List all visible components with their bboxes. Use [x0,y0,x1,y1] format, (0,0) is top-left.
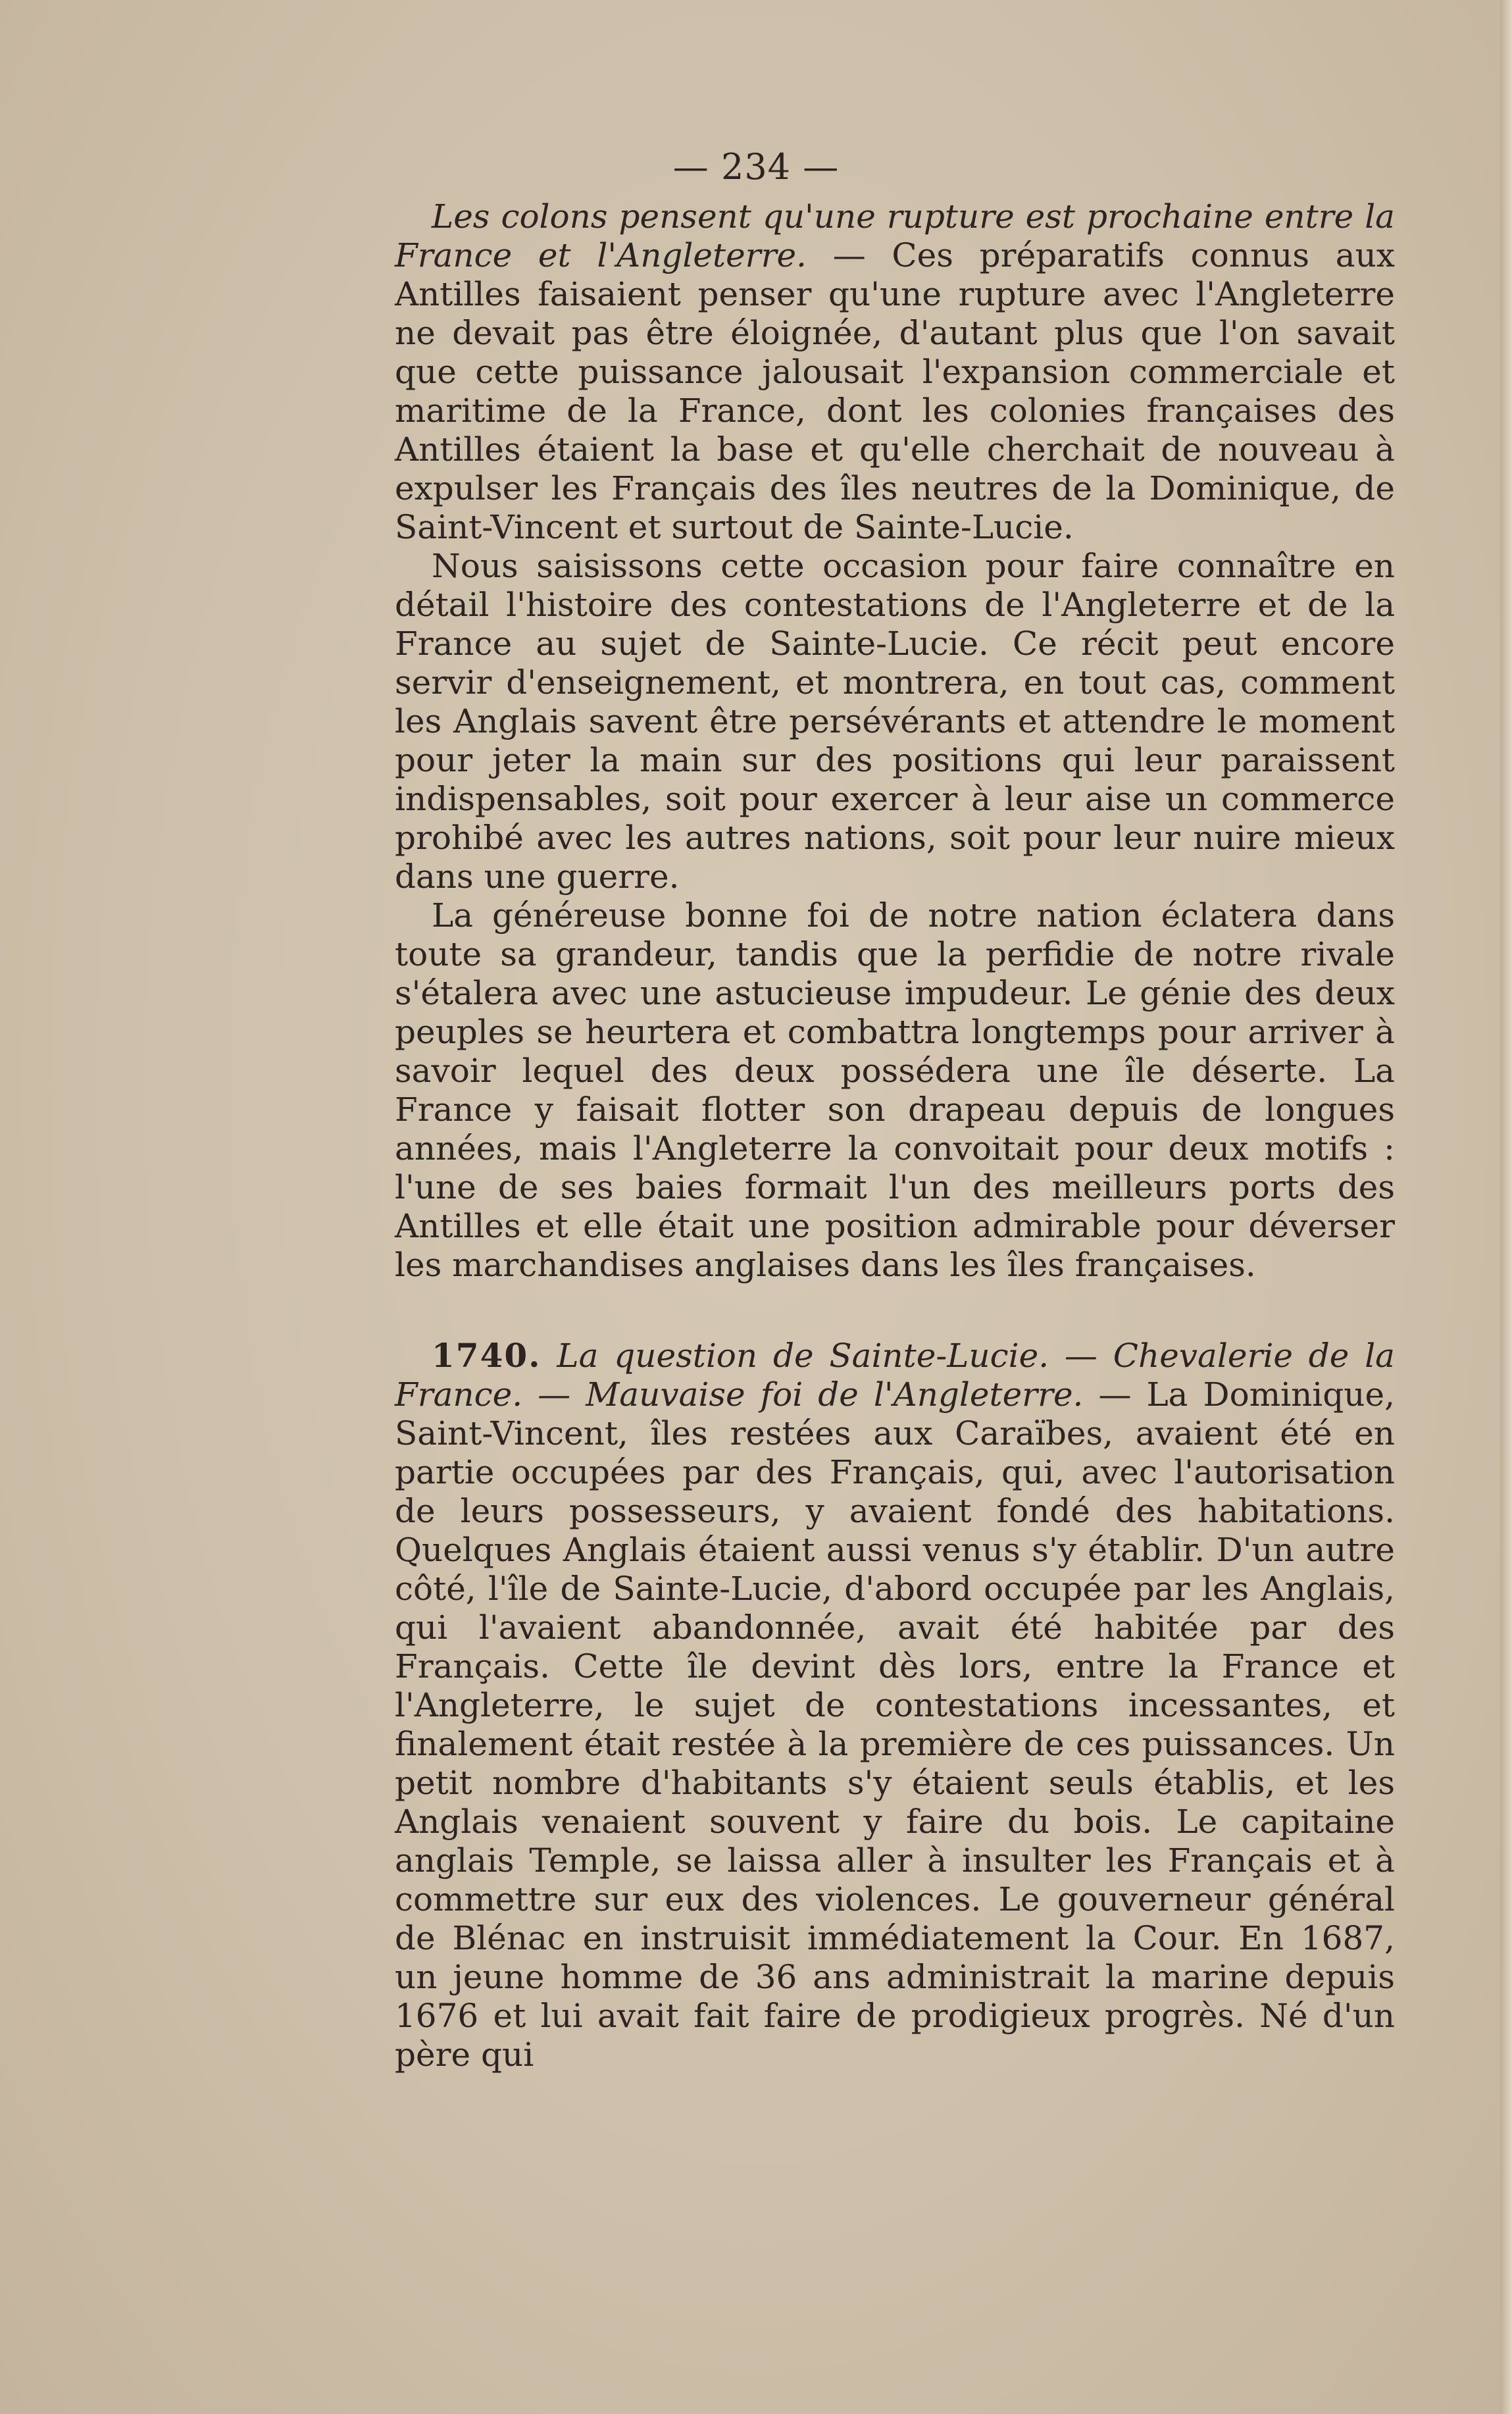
page-number: — 234 — [672,146,840,188]
paragraph-4-text: — La Dominique, Saint-Vincent, îles restées aux Caraïbes, avaient été en partie occupées par des Français, qui, avec l'autorisation de leurs possesseurs, y avaient fondé des habitations. Quelques Anglais étaient aussi venus s'y établir. D'un autre côté, l'île de Sainte-Lucie, d'abord occupée par les Anglais, qui l'avaient abandonnée, avait été habitée par des Français. Cette île devint dès lors, entre la France et l'Angleterre, le sujet de contestations incessantes, et finalement était restée à la première de ces puissances. Un petit nombre d'habitants s'y étaient seuls établis, et les Anglais venaient souvent y faire du bois. Le capitaine anglais Temple, se laissa aller à insulter les Français et à commettre sur eux des violences. Le gouverneur général de Blénac en instruisit immédiatement la Cour. En 1687, un jeune homme de 36 ans administrait la marine depuis 1676 et lui avait fait faire de prodigieux progrès. Né d'un père qui [395,1375,1395,2074]
body-text [395,197,1395,2074]
paragraph-1 [395,197,1395,547]
paragraph-4 [395,1336,1395,2074]
page-edge [1500,0,1512,2414]
paragraph-2: Nous saisissons cette occasion pour faire connaître en détail l'histoire des contestations de l'Angleterre et de la France au sujet de Sainte-Lucie. Ce récit peut encore servir d'enseignement, et montrera, en tout cas, comment les Anglais savent être persévérants et attendre le moment pour jeter la main sur des positions qui leur paraissent indispensables, soit pour exercer à leur aise un commerce prohibé avec les autres nations, soit pour leur nuire mieux dans une guerre. [395,547,1395,896]
section-heading: La question de Sainte-Lucie. — Chevalerie de la France. — Mauvaise foi de l'Angleterre. [395,1337,1395,1414]
section-year: 1740. [432,1336,542,1375]
paragraph-1-heading: Les colons pensent qu'une rupture est prochaine entre la France et l'Angleterre. [395,197,1395,274]
paragraph-3: La généreuse bonne foi de notre nation éclatera dans toute sa grandeur, tandis que la perfidie de notre rivale s'étalera avec une astucieuse impudeur. Le génie des deux peuples se heurtera et combattra longtemps pour arriver à savoir lequel des deux possédera une île déserte. La France y faisait flotter son drapeau depuis de longues années, mais l'Angleterre la convoitait pour deux motifs : l'une de ses baies formait l'un des meilleurs ports des Antilles et elle était une position admirable pour déverser les marchandises anglaises dans les îles françaises. [395,896,1395,1284]
paragraph-1-text: — Ces préparatifs connus aux Antilles faisaient penser qu'une rupture avec l'Angleterre ne devait pas être éloignée, d'autant plus que l'on savait que cette puissance jalousait l'expansion commerciale et maritime de la France, dont les colonies françaises des Antilles étaient la base et qu'elle cherchait de nouveau à expulser les Français des îles neutres de la Dominique, de Saint-Vincent et surtout de Sainte-Lucie. [395,236,1395,546]
